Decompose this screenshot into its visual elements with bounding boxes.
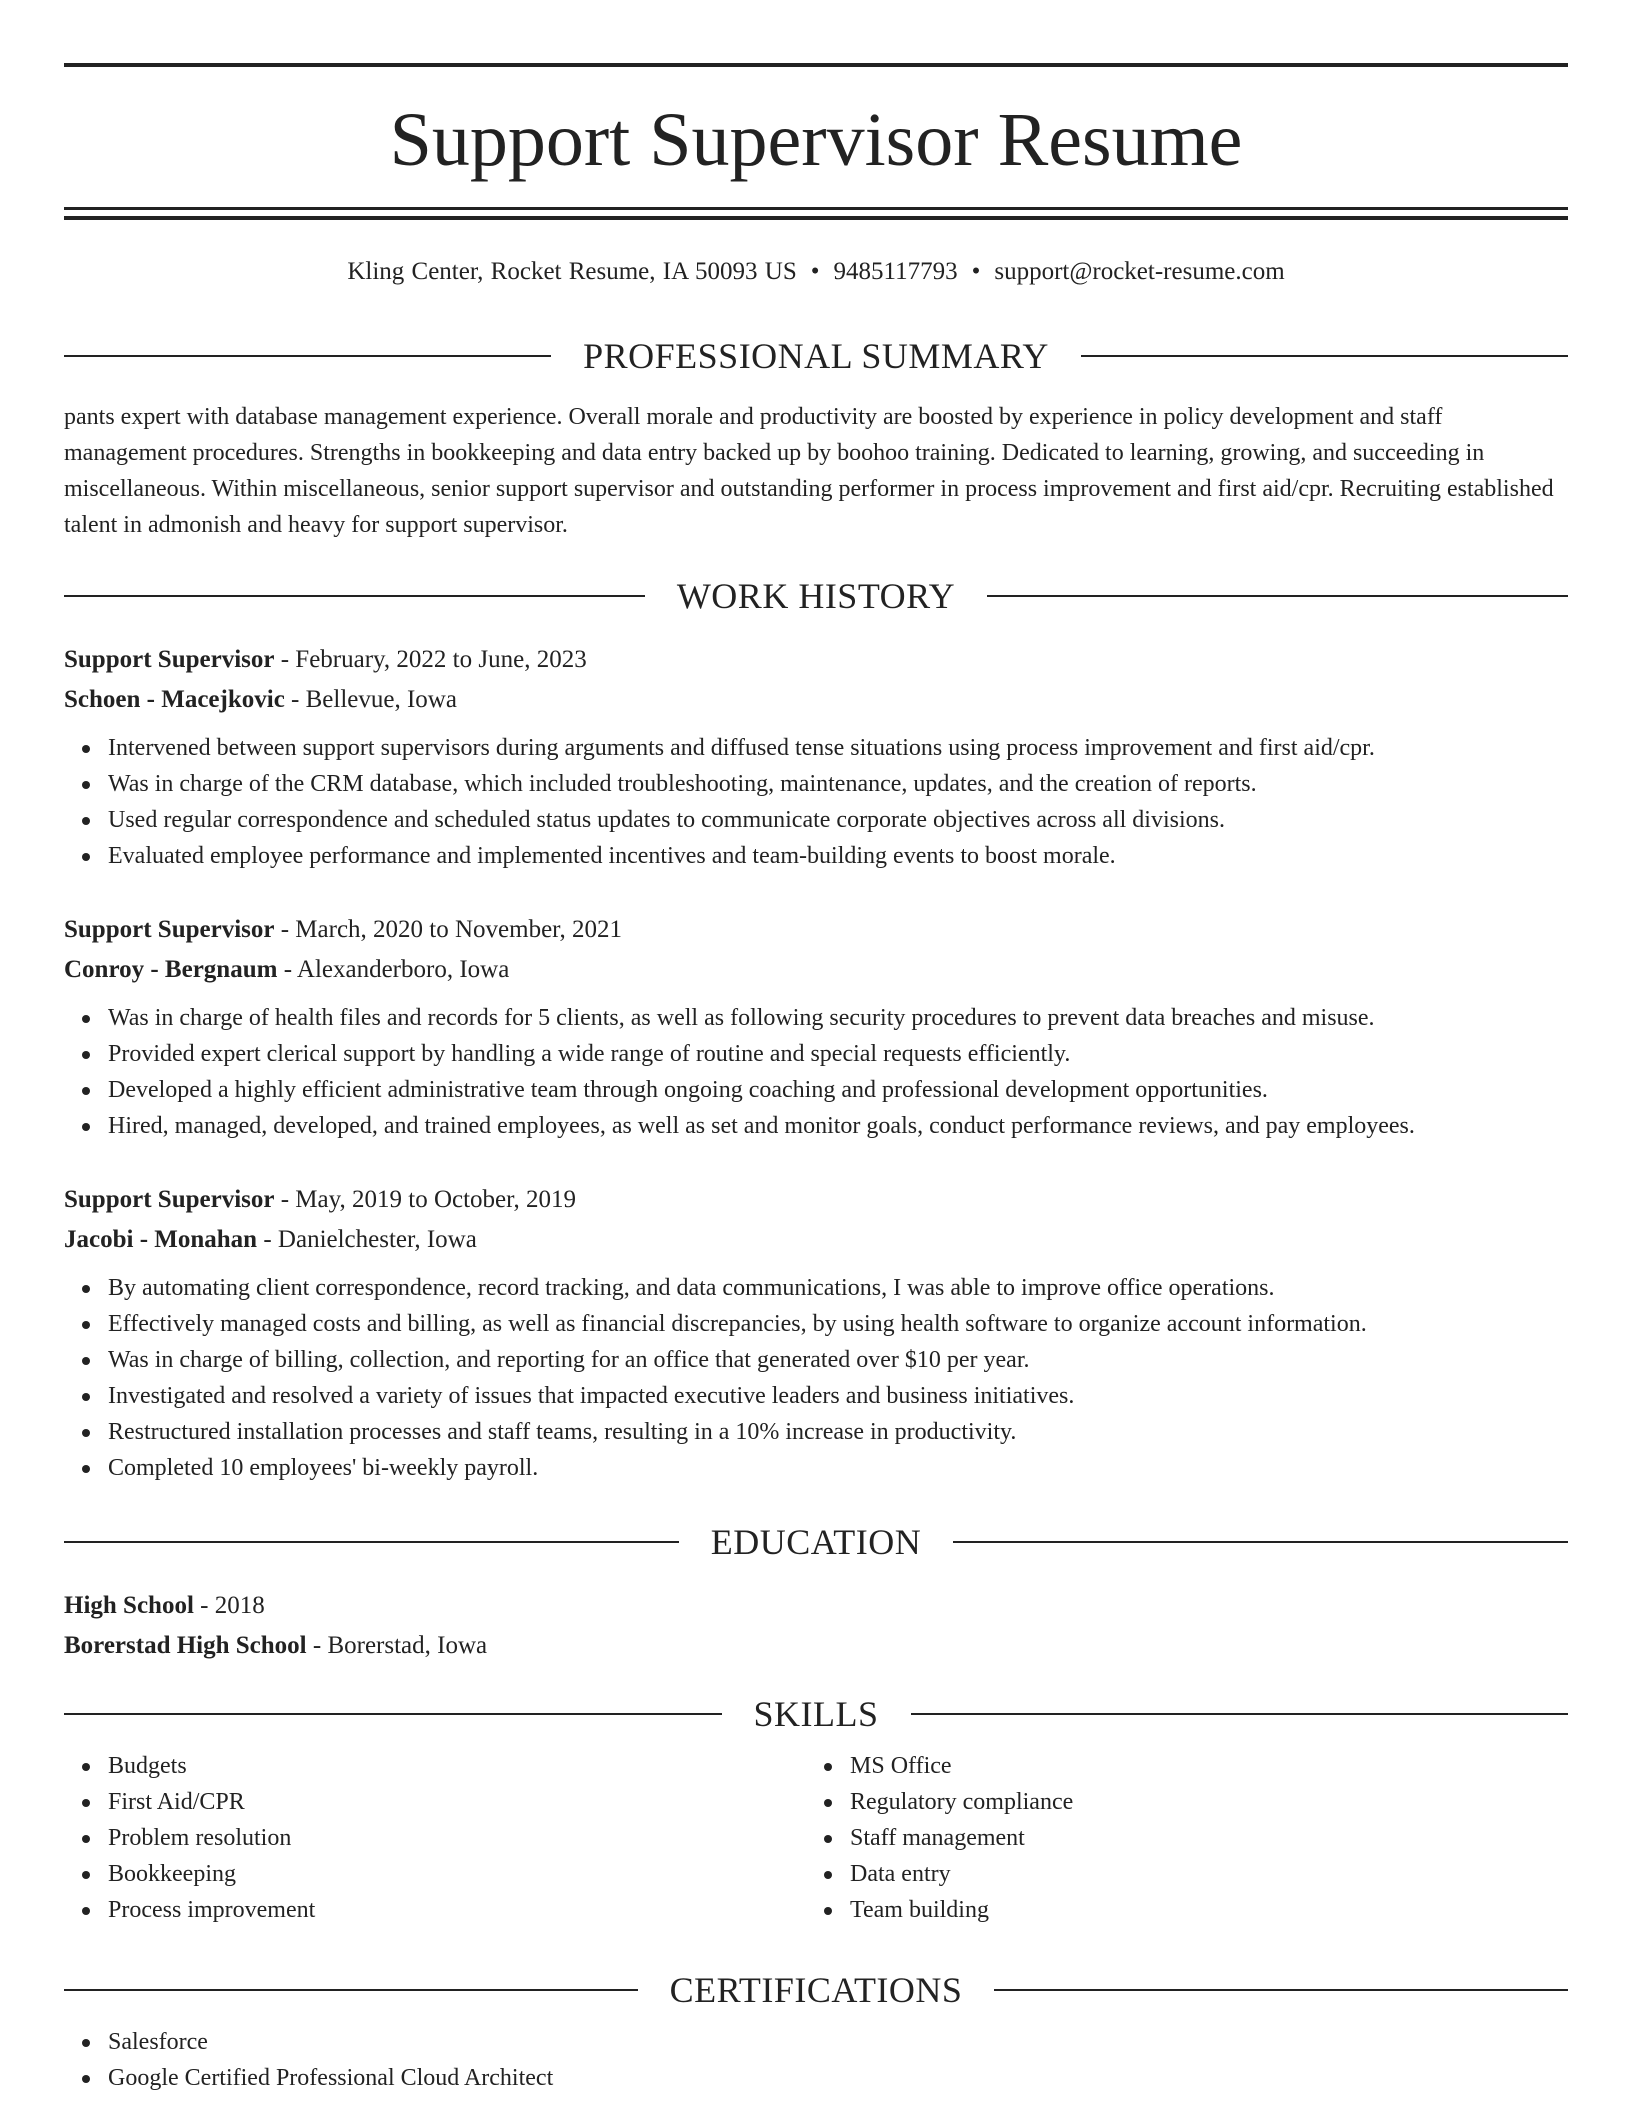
job-location: - Bellevue, Iowa [291,686,457,713]
skills-column-left [64,1748,764,1928]
job-duty-item: Developed a highly efficient administrative team through ongoing coaching and professional development opportunities. [108,1072,1568,1108]
summary-text: pants expert with database management experience. Overall morale and productivity are boosted by experience in policy development and staff management procedures. Strengths in bookkeeping and data entry backed up by boohoo training. Dedicated to learning, growing, and succeeding in miscellaneous. Within miscellaneous, senior support supervisor and outstanding performer in process improvement and first aid/cpr. Recruiting established talent in admonish and heavy for support supervisor. [64,404,1554,538]
job-title: Support Supervisor [64,646,275,673]
job-duty-item: Was in charge of the CRM database, which included troubleshooting, maintenance, updates, and the creation of reports. [108,766,1568,802]
job-dates: - May, 2019 to October, 2019 [280,1186,576,1213]
section-rule-left [64,1713,722,1715]
skill-item: MS Office [850,1748,1506,1784]
job-duty-item: Restructured installation processes and staff teams, resulting in a 10% increase in productivity. [108,1414,1568,1450]
section-rule-right [994,1989,1568,1991]
education-degree: High School [64,1592,194,1619]
certifications-block [64,2024,1568,2096]
section-rule-left [64,1541,679,1543]
skills-list [64,1748,764,1928]
job-duty-item: Intervened between support supervisors during arguments and diffused tense situations using process improvement and first aid/cpr. [108,730,1568,766]
section-rule-right [911,1713,1569,1715]
education-school: Borerstad High School [64,1632,307,1659]
section-title-skills: SKILLS [753,1694,879,1734]
job-company: Conroy - Bergnaum [64,956,278,983]
section-rule-left [64,1989,638,1991]
contact-phone: 9485117793 [833,258,958,285]
top-rule [64,63,1568,67]
section-rule-right [1081,355,1568,357]
section-rule-right [953,1541,1568,1543]
certification-item: Google Certified Professional Cloud Architect [108,2060,1568,2096]
job-title: Support Supervisor [64,916,275,943]
job-entry [64,1180,1568,1486]
education-degree-line [64,1586,1568,1626]
job-company-line [64,680,1568,720]
job-duty-item: Used regular correspondence and scheduled status updates to communicate corporate objectives across all divisions. [108,802,1568,838]
job-location: - Danielchester, Iowa [263,1226,477,1253]
section-title-summary: PROFESSIONAL SUMMARY [583,336,1049,376]
skill-item: Process improvement [108,1892,764,1928]
contact-line [64,254,1568,290]
skill-item: First Aid/CPR [108,1784,764,1820]
job-title-line [64,910,1568,950]
job-title-line [64,640,1568,680]
job-duty-item: Evaluated employee performance and implemented incentives and team-building events to boost morale. [108,838,1568,874]
job-duties-list [64,1270,1568,1486]
certifications-list [64,2024,1568,2096]
skill-item: Staff management [850,1820,1506,1856]
education-entry [64,1586,1568,1666]
contact-email: support@rocket-resume.com [994,258,1285,285]
job-title-line [64,1180,1568,1220]
section-header-skills [64,1692,1568,1736]
contact-address: Kling Center, Rocket Resume, IA 50093 US [347,258,797,285]
skill-item: Team building [850,1892,1506,1928]
job-dates: - February, 2022 to June, 2023 [280,646,587,673]
job-duty-item: Hired, managed, developed, and trained employees, as well as set and monitor goals, conduct performance reviews, and pay employees. [108,1108,1568,1144]
job-location: - Alexanderboro, Iowa [283,956,510,983]
skill-item: Problem resolution [108,1820,764,1856]
title-double-rule-lower [64,216,1568,220]
education-year: - 2018 [200,1592,265,1619]
job-duty-item: Provided expert clerical support by handling a wide range of routine and special requests efficiently. [108,1036,1568,1072]
contact-separator: • [971,258,981,285]
education-school-line [64,1626,1568,1666]
contact-separator: • [810,258,820,285]
section-title-certifications: CERTIFICATIONS [669,1970,963,2010]
section-title-work-history: WORK HISTORY [676,576,956,616]
job-duties-list [64,1000,1568,1144]
page-title: Support Supervisor Resume [389,98,1243,182]
skills-column-right [806,1748,1506,1928]
job-title: Support Supervisor [64,1186,275,1213]
section-header-certifications [64,1968,1568,2012]
job-entry [64,910,1568,1144]
job-duties-list [64,730,1568,874]
job-duty-item: Completed 10 employees' bi-weekly payroll. [108,1450,1568,1486]
skill-item: Regulatory compliance [850,1784,1506,1820]
job-company: Schoen - Macejkovic [64,686,285,713]
job-duty-item: Was in charge of billing, collection, and reporting for an office that generated over $10 per year. [108,1342,1568,1378]
section-header-work-history [64,574,1568,618]
section-header-summary [64,334,1568,378]
job-dates: - March, 2020 to November, 2021 [280,916,623,943]
certification-item: Salesforce [108,2024,1568,2060]
section-rule-right [987,595,1568,597]
education-location: - Borerstad, Iowa [312,1632,488,1659]
section-rule-left [64,595,645,597]
skill-item: Bookkeeping [108,1856,764,1892]
job-duty-item: Was in charge of health files and records for 5 clients, as well as following security procedures to prevent data breaches and misuse. [108,1000,1568,1036]
job-duty-item: Investigated and resolved a variety of issues that impacted executive leaders and business initiatives. [108,1378,1568,1414]
skills-list [806,1748,1506,1928]
job-duty-item: Effectively managed costs and billing, as well as financial discrepancies, by using health software to organize account information. [108,1306,1568,1342]
section-header-education [64,1520,1568,1564]
skill-item: Data entry [850,1856,1506,1892]
job-company: Jacobi - Monahan [64,1226,258,1253]
section-rule-left [64,355,551,357]
section-title-education: EDUCATION [710,1522,922,1562]
job-company-line [64,1220,1568,1260]
job-company-line [64,950,1568,990]
title-double-rule-upper [64,207,1568,210]
job-entry [64,640,1568,874]
job-duty-item: By automating client correspondence, record tracking, and data communications, I was able to improve office operations. [108,1270,1568,1306]
skill-item: Budgets [108,1748,764,1784]
